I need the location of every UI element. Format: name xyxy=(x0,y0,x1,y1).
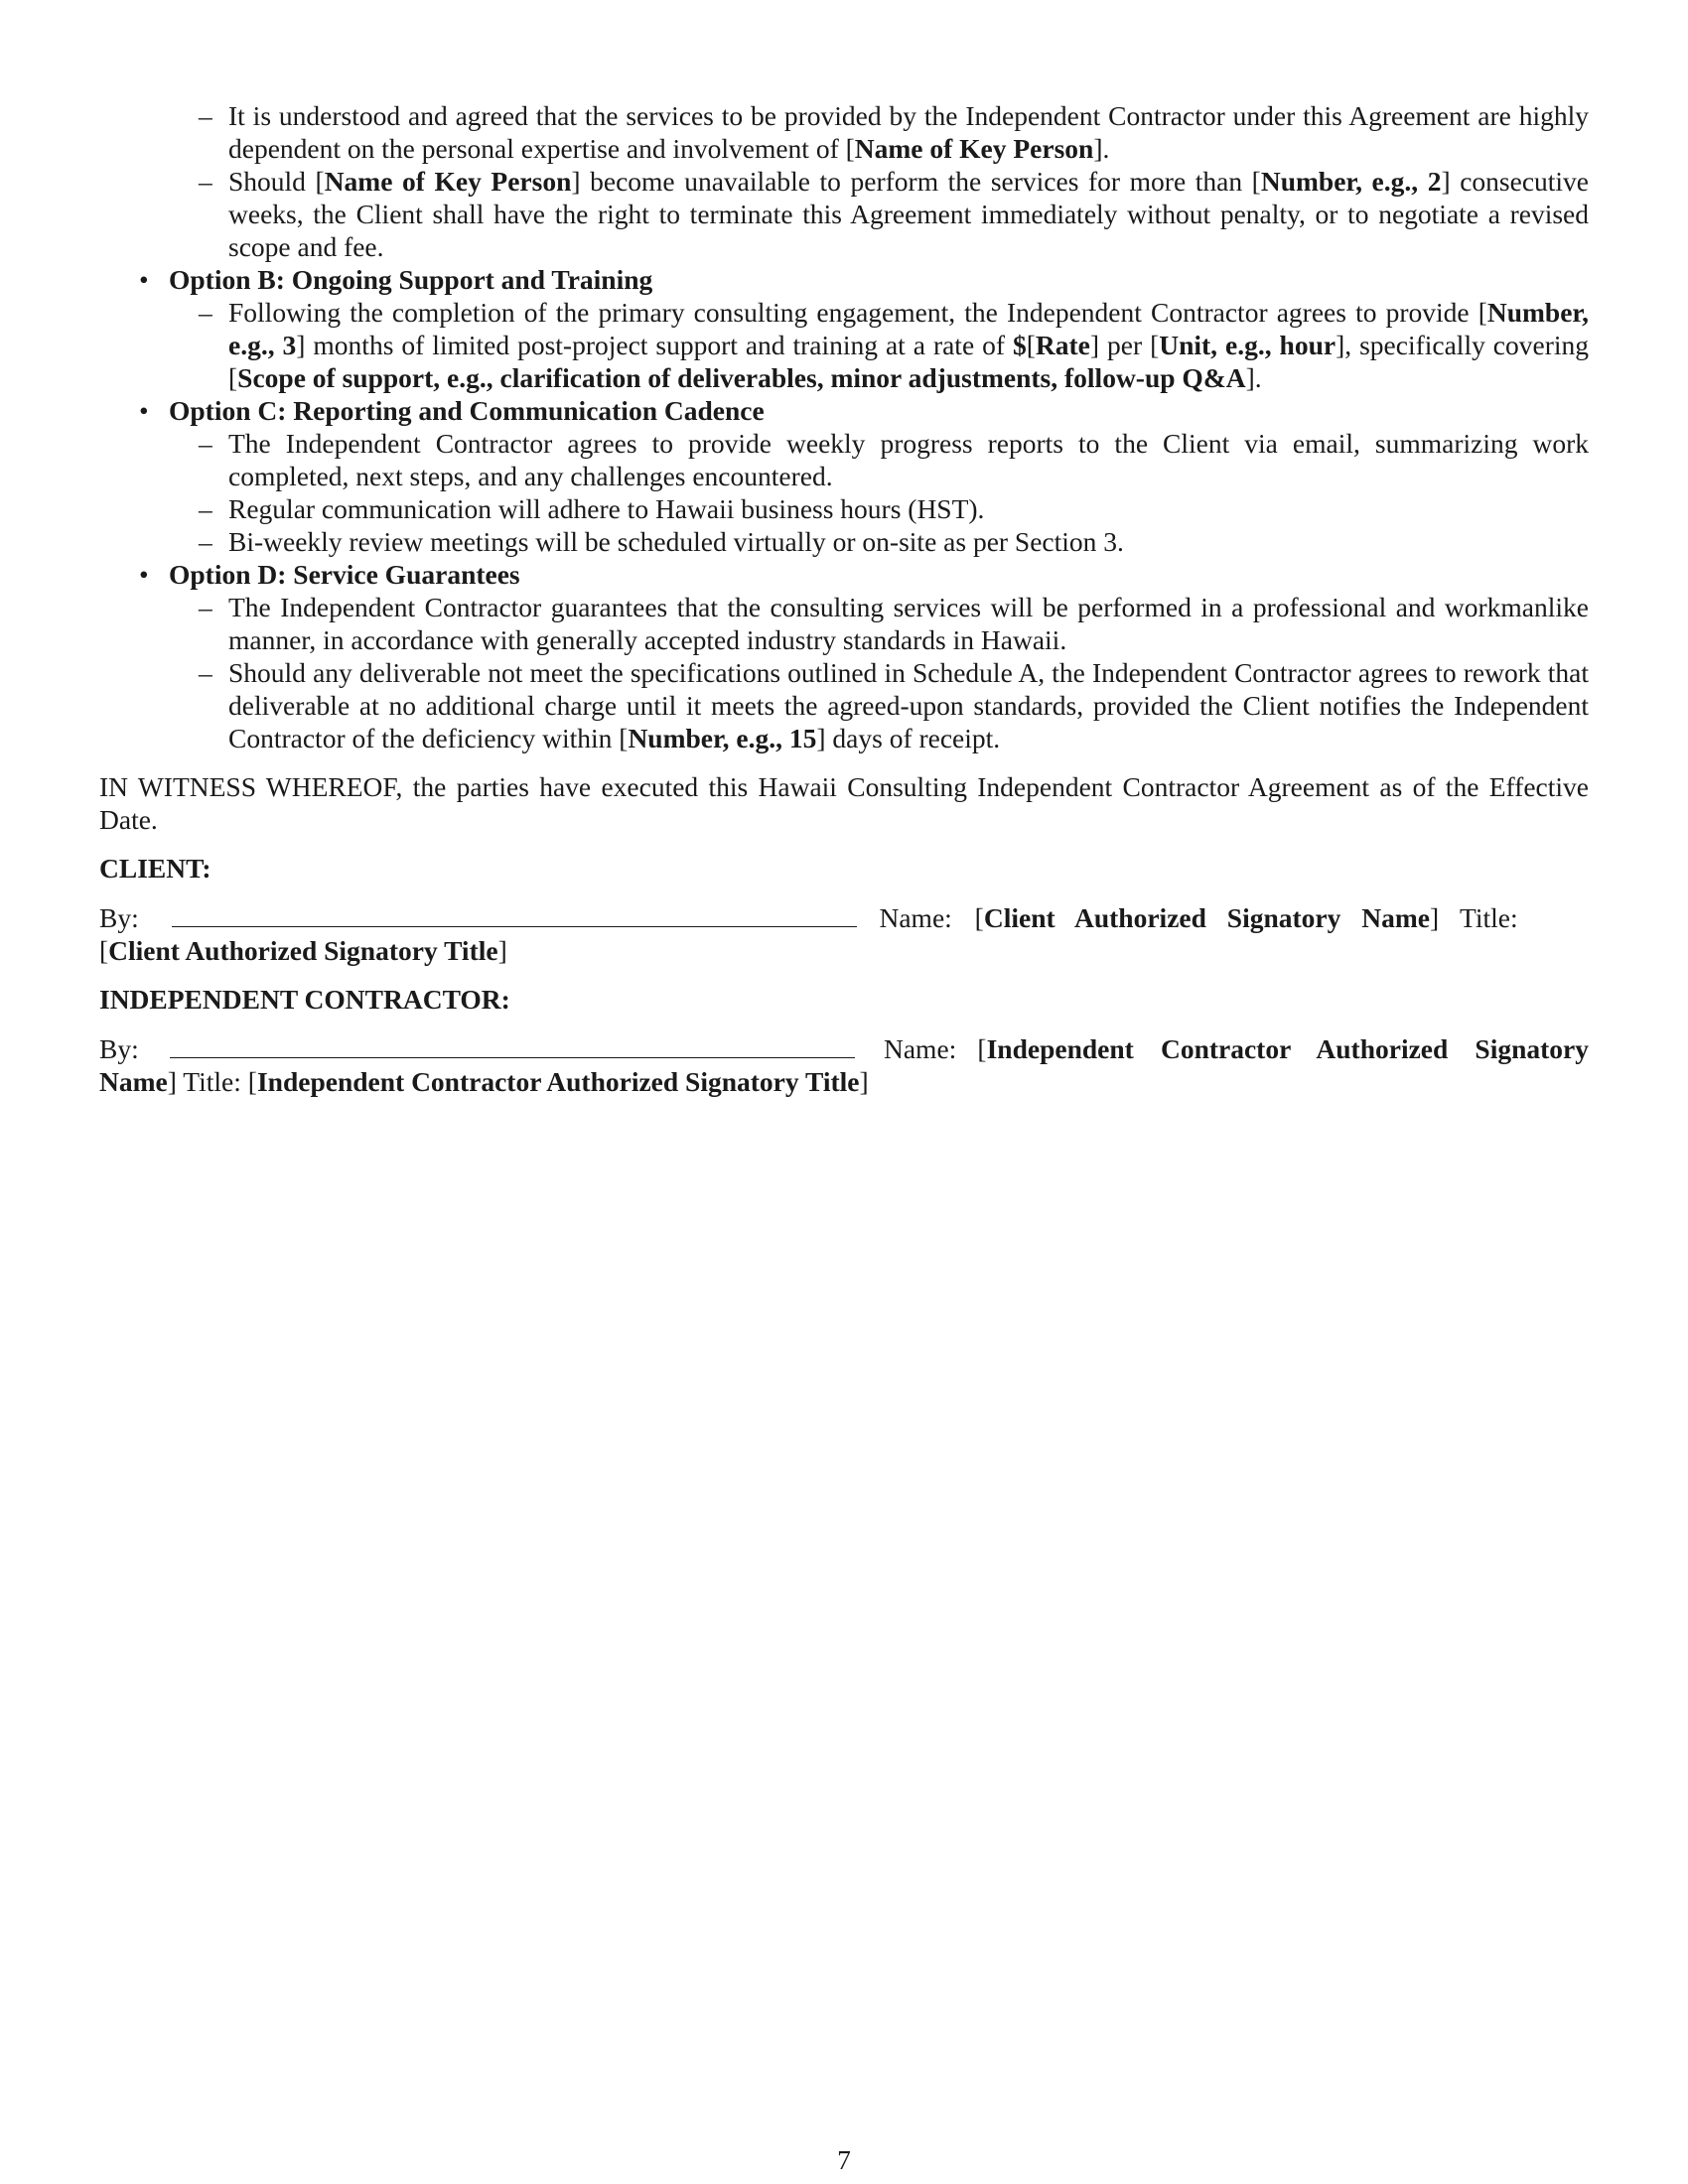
open-bracket: [ xyxy=(247,1066,257,1097)
text: [ xyxy=(1026,330,1036,360)
dash-icon: – xyxy=(199,526,212,557)
text: The Independent Contractor agrees to provide weekly progress reports to the Client via email, summarizing work completed, next steps, and any challenges encountered. xyxy=(228,428,1589,491)
placeholder-number: Number, e.g., 15 xyxy=(628,723,817,753)
page-number: 7 xyxy=(837,2144,851,2175)
contractor-heading: INDEPENDENT CONTRACTOR: xyxy=(99,984,510,1015)
client-name-placeholder: Client Authorized Signatory Name xyxy=(983,902,1430,933)
dash-icon: – xyxy=(199,657,212,688)
list-item xyxy=(199,591,1589,656)
list-item xyxy=(199,296,1590,394)
option-b-sub-list xyxy=(169,296,1589,394)
options-list xyxy=(99,263,1589,754)
text: Regular communication will adhere to Hawaii business hours (HST). xyxy=(228,493,985,524)
contractor-signature-block xyxy=(99,1031,1589,1098)
option-d-heading: Option D: Service Guarantees xyxy=(169,559,520,590)
list-item xyxy=(199,656,1589,754)
text: It is understood and agreed that the services to be provided by the Independent Contractor under this Agreement are highly dependent on the personal expertise and involvement of [ xyxy=(228,100,1589,164)
text: Following the completion of the primary consulting engagement, the Independent Contractor agrees to provide [ xyxy=(228,297,1487,328)
client-signature-block xyxy=(99,900,1589,967)
list-item xyxy=(199,165,1590,263)
placeholder-key-person: Name of Key Person xyxy=(854,133,1094,164)
open-bracket: [ xyxy=(977,1033,987,1064)
placeholder-number: Number, e.g., 3 xyxy=(228,297,1589,360)
list-item xyxy=(199,427,1589,492)
text: ]. xyxy=(1093,133,1110,164)
text: ] consecutive weeks, the Client shall have the right to terminate this Agreement immediately without penalty, or to negotiate a revised scope and fee. xyxy=(228,166,1590,262)
client-signature-line[interactable] xyxy=(172,900,857,927)
text: ]. xyxy=(1245,362,1262,393)
open-bracket: [ xyxy=(99,935,109,966)
option-a-sub-list xyxy=(99,99,1589,263)
contractor-title-placeholder: Independent Contractor Authorized Signatory Title xyxy=(256,1066,860,1097)
option-d-sub-list xyxy=(169,591,1589,754)
close-bracket: ] xyxy=(497,935,507,966)
bullet-icon: • xyxy=(139,395,149,426)
list-item xyxy=(199,492,1589,525)
dollar-sign: $ xyxy=(1012,330,1027,360)
text: Should [ xyxy=(228,166,325,197)
close-bracket: ] xyxy=(1429,902,1440,933)
text: ] become unavailable to perform the services for more than [ xyxy=(571,166,1261,197)
document-page xyxy=(99,99,1589,1098)
title-label: Title: xyxy=(1460,902,1518,933)
dash-icon: – xyxy=(199,166,212,197)
option-c xyxy=(139,394,1589,558)
text: Should any deliverable not meet the specifications outlined in Schedule A, the Independent Contractor agrees to rework that deliverable at no additional charge until it meets the agreed-upon standards, provided the Client notifies the Independent Contractor of the deficiency within [ xyxy=(228,657,1589,753)
name-label: Name: xyxy=(883,1033,957,1064)
bullet-icon: • xyxy=(139,559,149,590)
placeholder-key-person: Name of Key Person xyxy=(324,166,572,197)
name-label: Name: xyxy=(879,902,952,933)
dash-icon: – xyxy=(199,493,212,524)
option-b xyxy=(139,263,1590,394)
close-bracket: ] xyxy=(167,1066,177,1097)
by-label: By: xyxy=(99,1033,139,1064)
text: ] days of receipt. xyxy=(816,723,1001,753)
list-item xyxy=(199,99,1589,165)
by-label: By: xyxy=(99,902,139,933)
option-d xyxy=(139,558,1589,754)
placeholder-unit: Unit, e.g., hour xyxy=(1159,330,1336,360)
dash-icon: – xyxy=(199,592,212,622)
dash-icon: – xyxy=(199,100,212,131)
text: The Independent Contractor guarantees that the consulting services will be performed in a professional and workmanlike manner, in accordance with generally accepted industry standards in Hawaii. xyxy=(228,592,1589,655)
text: ], specifically covering [ xyxy=(228,330,1590,393)
witness-paragraph: IN WITNESS WHEREOF, the parties have executed this Hawaii Consulting Independent Contractor Agreement as of the Effective Date. xyxy=(99,771,1589,835)
text: ] months of limited post-project support and training at a rate of xyxy=(296,330,1013,360)
option-c-heading: Option C: Reporting and Communication Cadence xyxy=(169,395,765,426)
placeholder-number: Number, e.g., 2 xyxy=(1260,166,1442,197)
title-label: Title: xyxy=(183,1066,241,1097)
close-bracket: ] xyxy=(859,1066,869,1097)
contractor-signature-line[interactable] xyxy=(170,1031,855,1058)
option-c-sub-list xyxy=(169,427,1589,558)
contractor-name-placeholder: Independent Contractor Authorized Signatory Name xyxy=(99,1033,1590,1097)
list-item xyxy=(199,525,1589,558)
bullet-icon: • xyxy=(139,264,149,295)
text: ] per [ xyxy=(1089,330,1160,360)
placeholder-rate: Rate xyxy=(1035,330,1090,360)
client-title-placeholder: Client Authorized Signatory Title xyxy=(108,935,498,966)
option-b-heading: Option B: Ongoing Support and Training xyxy=(169,264,653,295)
open-bracket: [ xyxy=(974,902,984,933)
text: Bi-weekly review meetings will be scheduled virtually or on-site as per Section 3. xyxy=(228,526,1124,557)
placeholder-scope: Scope of support, e.g., clarification of deliverables, minor adjustments, follow-up Q&A xyxy=(237,362,1246,393)
client-heading: CLIENT: xyxy=(99,853,211,884)
dash-icon: – xyxy=(199,428,212,459)
dash-icon: – xyxy=(199,297,212,328)
